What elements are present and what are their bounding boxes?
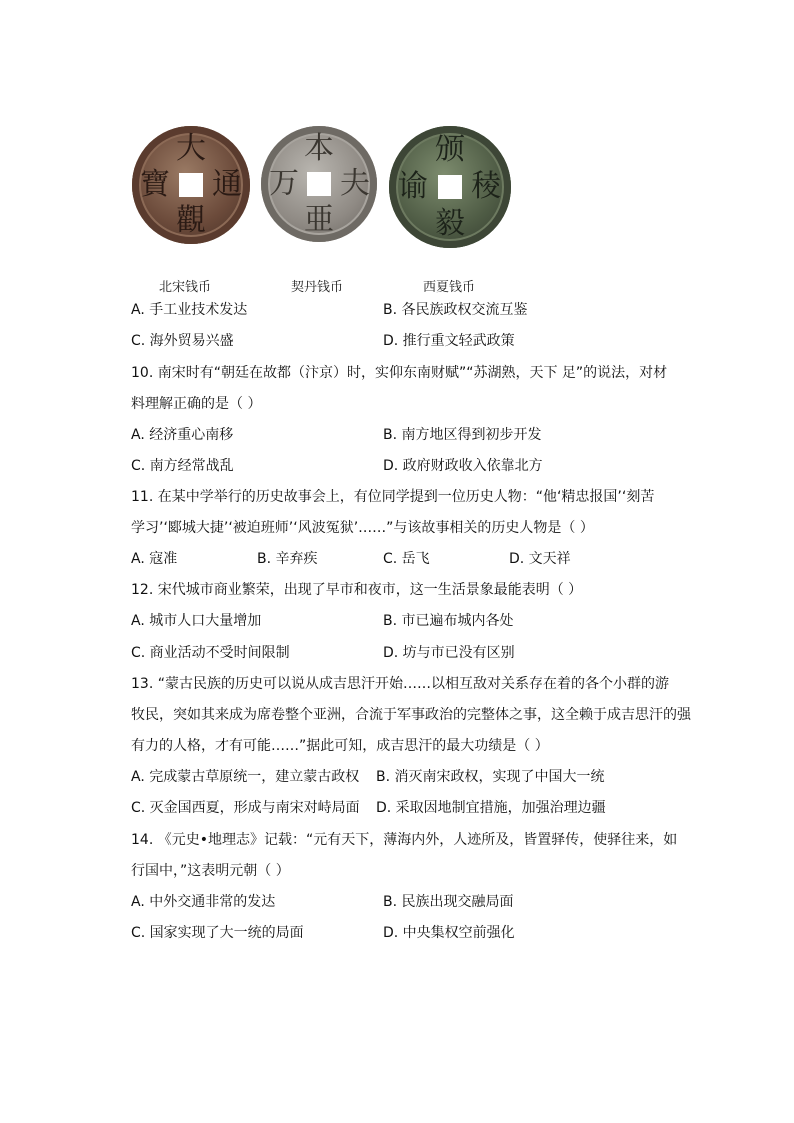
q11-option-d: D. 文天祥 xyxy=(509,551,571,567)
q10-option-c: C. 南方经常战乱 xyxy=(131,458,234,474)
coin-character: 颁 xyxy=(435,132,465,167)
q13-stem-line-3: 有力的人格，才有可能……”据此可知，成吉思汗的最大功绩是（ ） xyxy=(131,738,549,754)
coin-character: 夫 xyxy=(340,166,370,201)
q14-option-d: D. 中央集权空前强化 xyxy=(383,925,515,941)
q12-option-d: D. 坊与市已没有区别 xyxy=(383,645,515,661)
q14-stem-line-2: 行国中，”这表明元朝（ ） xyxy=(131,863,290,879)
coin-character: 毅 xyxy=(435,206,465,241)
coin-character: 寶 xyxy=(140,167,170,202)
coin-character: 谕 xyxy=(398,169,428,204)
northern-song-coin-image xyxy=(132,126,250,244)
coin-square-hole xyxy=(307,172,331,196)
coin-character: 稜 xyxy=(471,169,501,204)
q13-option-a: A. 完成蒙古草原统一，建立蒙古政权 xyxy=(131,769,360,785)
q14-stem-line-1: 14. 《元史•地理志》记载：“元有天下，薄海内外，人迹所及，皆置驿传，使驿往来，如 xyxy=(131,832,678,848)
q12-option-b: B. 市已遍布城内各处 xyxy=(383,613,514,629)
q13-stem-line-1: 13. “蒙古民族的历史可以说从成吉思汗开始……以相互敌对关系存在着的各个小群的游 xyxy=(131,676,669,692)
khitan-coin-image xyxy=(261,126,377,242)
q11-stem-line-1: 11. 在某中学举行的历史故事会上，有位同学提到一位历史人物：“他‘精忠报国’‘刻苦 xyxy=(131,489,655,505)
coin-character: 通 xyxy=(212,167,242,202)
q13-option-b: B. 消灭南宋政权，实现了中国大一统 xyxy=(376,769,605,785)
coin-character: 万 xyxy=(269,166,299,201)
q10-option-a: A. 经济重心南移 xyxy=(131,427,234,443)
q11-option-b: B. 辛弃疾 xyxy=(257,551,318,567)
coin-square-hole xyxy=(179,173,203,197)
q11-stem-line-2: 学习’‘郾城大捷’‘被迫班师’‘风波冤狱’……”与该故事相关的历史人物是（ ） xyxy=(131,520,594,536)
q14-option-c: C. 国家实现了大一统的局面 xyxy=(131,925,304,941)
coin-caption-khitan: 契丹钱币 xyxy=(291,280,344,295)
q9-option-b: B. 各民族政权交流互鉴 xyxy=(383,302,528,318)
coin-character: 大 xyxy=(176,131,206,166)
q9-option-a: A. 手工业技术发达 xyxy=(131,302,248,318)
coin-character: 本 xyxy=(304,131,334,166)
q14-option-a: A. 中外交通非常的发达 xyxy=(131,894,276,910)
q9-option-d: D. 推行重文轻武政策 xyxy=(383,333,515,349)
q12-stem-line-1: 12. 宋代城市商业繁荣，出现了早市和夜市，这一生活景象最能表明（ ） xyxy=(131,582,583,598)
q10-option-b: B. 南方地区得到初步开发 xyxy=(383,427,542,443)
coin-figure xyxy=(128,126,528,296)
q12-option-c: C. 商业活动不受时间限制 xyxy=(131,645,290,661)
coin-caption-western-xia: 西夏钱币 xyxy=(423,280,476,295)
coin-character: 觀 xyxy=(176,203,206,238)
western-xia-coin-image xyxy=(389,126,511,248)
q10-stem-line-1: 10. 南宋时有“朝廷在故都（汴京）时，实仰东南财赋”“苏湖熟，天下 足”的说法，对材 xyxy=(131,365,668,381)
coin-square-hole xyxy=(438,175,462,199)
q9-option-c: C. 海外贸易兴盛 xyxy=(131,333,234,349)
q13-stem-line-2: 牧民，突如其来成为席卷整个亚洲，合流于军事政治的完整体之事，这全赖于成吉思汗的强 xyxy=(131,707,691,723)
q11-option-a: A. 寇准 xyxy=(131,551,178,567)
coin-caption-northern-song: 北宋钱币 xyxy=(159,280,212,295)
q14-option-b: B. 民族出现交融局面 xyxy=(383,894,514,910)
q11-option-c: C. 岳飞 xyxy=(383,551,430,567)
q12-option-a: A. 城市人口大量增加 xyxy=(131,613,262,629)
q13-option-d: D. 采取因地制宜措施，加强治理边疆 xyxy=(376,800,606,816)
coin-character: 亜 xyxy=(304,202,334,237)
q13-option-c: C. 灭金国西夏，形成与南宋对峙局面 xyxy=(131,800,360,816)
q10-stem-line-2: 料理解正确的是（ ） xyxy=(131,396,262,412)
q10-option-d: D. 政府财政收入依靠北方 xyxy=(383,458,543,474)
